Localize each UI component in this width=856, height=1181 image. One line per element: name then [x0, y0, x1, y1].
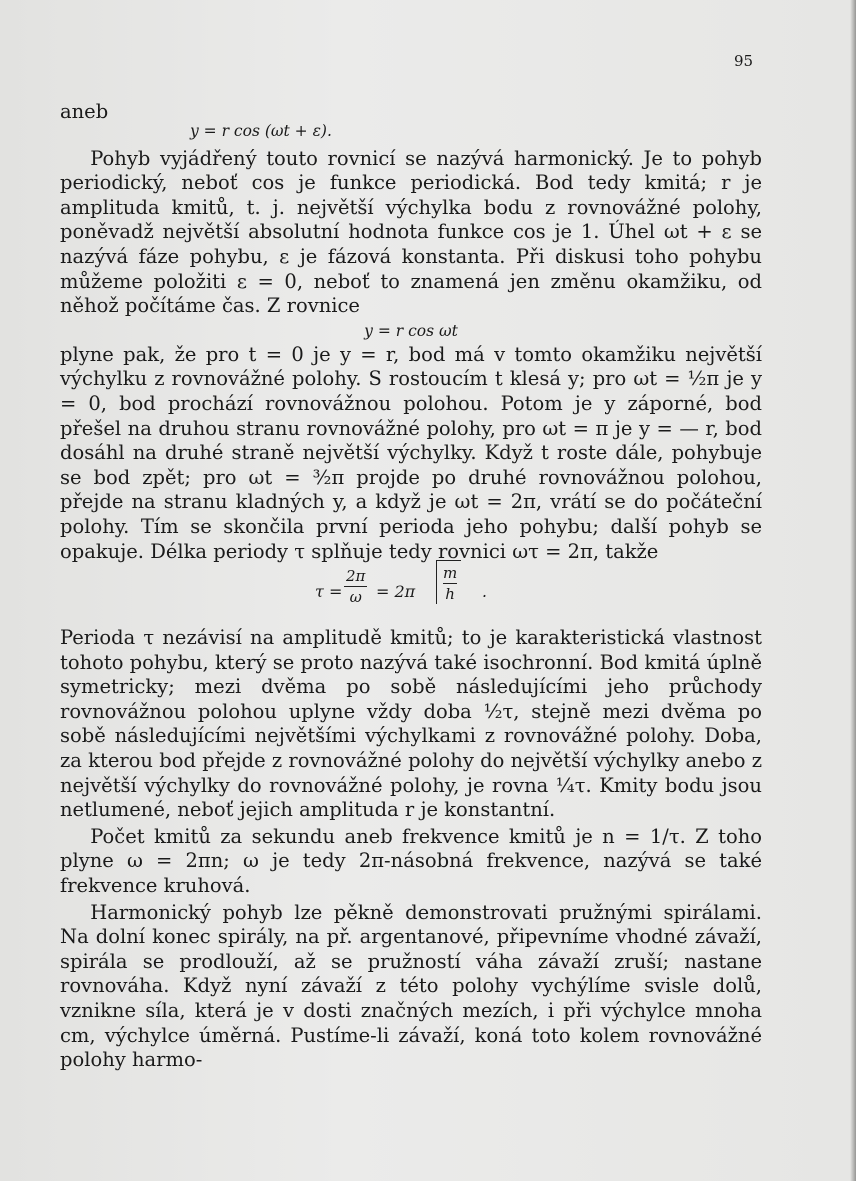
radicand-numerator: m — [443, 564, 458, 583]
paragraph-4: Počet kmitů za sekundu aneb frekvence kmitů je n = 1/τ. Z toho plyne ω = 2πn; ω je tedy 2π-násobná frekvence, nazývá se také frekvence kruhová. — [60, 824, 762, 898]
paragraph-2: plyne pak, že pro t = 0 je y = r, bod má v tomto okamžiku největší výchylku z rovnovážné polohy. S rostoucím t klesá y; pro ωt = ½π je y = 0, bod prochází rovnovážnou polohou. Potom je y záporné, bod přešel na druhou stranu rovnovážné polohy, pro ωt = π je y = — r, bod dosáhl na druhé straně největší výchylky. Když t roste dále, pohybuje se bod zpět; pro ωt = ³⁄₂π projde po druhé rovnovážnou polohou, přejde na stranu kladných y, a když je ωt = 2π, vrátí se do počáteční polohy. Tím se skončila první perioda jeho pohybu; další pohyb se opakuje. Délka periody τ splňuje tedy rovnici ωτ = 2π, takže — [60, 342, 762, 563]
paragraph-1: Pohyb vyjádřený touto rovnicí se nazývá harmonický. Je to pohyb periodický, neboť cos je funkce periodická. Bod tedy kmitá; r je amplituda kmitů, t. j. největší výchylka bodu z rovnovážné polohy, poněvadž největší absolutní hodnota funkce cos je 1. Úhel ωt + ε se nazývá fáze pohybu, ε je fázová konstanta. Při diskusi toho pohybu můžeme položiti ε = 0, neboť to znamená jen změnu okamžiku, od něhož počítáme čas. Z rovnice — [60, 146, 762, 318]
formula-harmonic-simple: y = r cos ωt — [364, 321, 458, 340]
period-fraction — [344, 566, 367, 607]
radicand-denominator: h — [445, 585, 455, 604]
fraction-numerator: 2π — [346, 567, 366, 586]
radicand — [436, 560, 461, 604]
paragraph-5: Harmonický pohyb lze pěkně demonstrovati pružnými spirálami. Na dolní konec spirály, na př. argentanové, připevníme vhodné závaží, spirála se prodlouží, až se pružností váha závaží zruší; nastane rovnováha. Když nyní závaží z této polohy vychýlíme svisle dolů, vznikne síla, která je v dosti značných mezích, i při výchylce mnoha cm, výchylce úměrná. Pustíme-li závaží, koná toto kolem rovnovážné polohy harmo- — [60, 900, 762, 1072]
fraction-denominator: ω — [349, 588, 362, 607]
formula-harmonic-general: y = r cos (ωt + ε). — [190, 121, 332, 140]
formula-period — [60, 564, 762, 616]
square-root — [434, 560, 461, 604]
period-end: . — [482, 583, 487, 602]
page-number: 95 — [734, 52, 754, 70]
intro-word: aneb — [60, 100, 109, 123]
paragraph-3: Perioda τ nezávisí na amplitudě kmitů; to je karakteristická vlastnost tohoto pohybu, který se proto nazývá také isochronní. Bod kmitá úplně symetricky; mezi dvěma po sobě následujícími jeho průchody rovnovážnou polohou uplyne vždy doba ½τ, stejně mezi dvěma po sobě následujícími největšími výchylkami z rovnovážné polohy. Doba, za kterou bod přejde z rovnovážné polohy do největší výchylky anebo z největší výchylky do rovnovážné polohy, je rovna ¼τ. Kmity bodu jsou netlumené, neboť jejich amplituda r je konstantní. — [60, 626, 762, 822]
period-middle: = 2π — [376, 582, 416, 602]
body-text — [60, 100, 762, 1073]
period-lhs: τ = — [315, 582, 343, 602]
